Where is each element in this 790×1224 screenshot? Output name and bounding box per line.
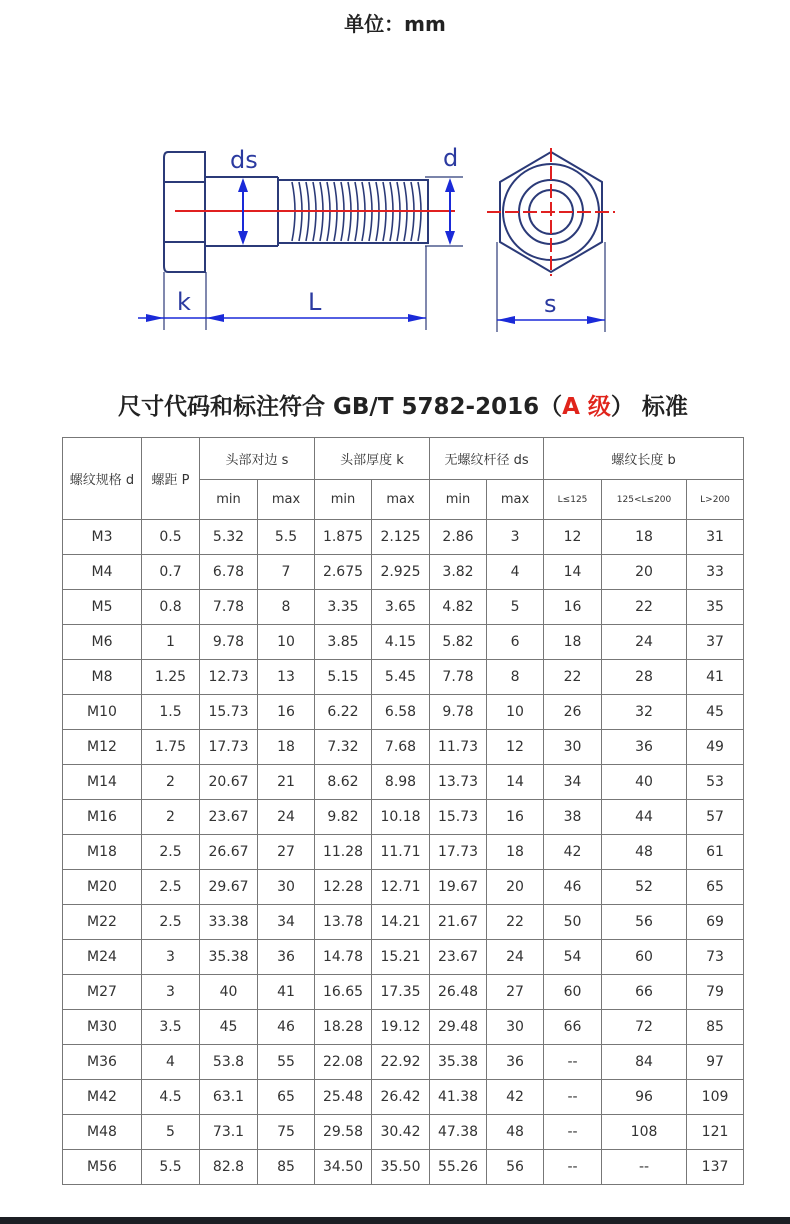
table-cell: 35.38 [430, 1045, 487, 1080]
table-cell: 22 [487, 905, 544, 940]
table-cell: 3.82 [430, 555, 487, 590]
header-shank-diameter: 无螺纹杆径 ds [430, 438, 544, 480]
table-cell: 36 [602, 730, 687, 765]
table-row [63, 870, 744, 905]
table-cell: 2 [142, 765, 200, 800]
table-cell: M8 [63, 660, 142, 695]
table-cell: 7.78 [430, 660, 487, 695]
table-cell: 33 [687, 555, 744, 590]
table-cell: 69 [687, 905, 744, 940]
table-cell: 42 [487, 1080, 544, 1115]
table-cell: 53 [687, 765, 744, 800]
table-cell: M4 [63, 555, 142, 590]
table-cell: 26.42 [372, 1080, 430, 1115]
table-cell: 17.35 [372, 975, 430, 1010]
title-grade: A 级 [562, 394, 611, 420]
table-cell: 61 [687, 835, 744, 870]
table-cell: 23.67 [200, 800, 258, 835]
table-cell: 9.82 [315, 800, 372, 835]
table-row [63, 975, 744, 1010]
header-head-height: 头部厚度 k [315, 438, 430, 480]
table-cell: 24 [258, 800, 315, 835]
table-row [63, 730, 744, 765]
table-cell: M20 [63, 870, 142, 905]
table-cell: 14 [487, 765, 544, 800]
table-cell: 12 [487, 730, 544, 765]
table-cell: M24 [63, 940, 142, 975]
d-label: d [443, 144, 459, 172]
table-cell: M48 [63, 1115, 142, 1150]
table-cell: M3 [63, 520, 142, 555]
dimension-table [62, 437, 744, 1185]
table-cell: M18 [63, 835, 142, 870]
table-cell: 11.28 [315, 835, 372, 870]
table-row [63, 905, 744, 940]
L-label: L [308, 288, 322, 316]
table-cell: 1.875 [315, 520, 372, 555]
table-cell: 20 [602, 555, 687, 590]
table-cell: 9.78 [430, 695, 487, 730]
table-cell: 40 [602, 765, 687, 800]
table-cell: 2.5 [142, 870, 200, 905]
table-cell: 25.48 [315, 1080, 372, 1115]
table-cell: 24 [602, 625, 687, 660]
table-cell: 41.38 [430, 1080, 487, 1115]
table-cell: 60 [602, 940, 687, 975]
table-cell: 30 [258, 870, 315, 905]
table-cell: 46 [258, 1010, 315, 1045]
table-cell: 2 [142, 800, 200, 835]
table-cell: 6 [487, 625, 544, 660]
table-cell: 18 [258, 730, 315, 765]
table-cell: 22 [544, 660, 602, 695]
header-thread-length: 螺纹长度 b [544, 438, 744, 480]
table-cell: 32 [602, 695, 687, 730]
table-cell: 1.75 [142, 730, 200, 765]
table-cell: 5 [142, 1115, 200, 1150]
table-cell: 52 [602, 870, 687, 905]
table-cell: 29.67 [200, 870, 258, 905]
table-cell: 21.67 [430, 905, 487, 940]
table-row [63, 555, 744, 590]
table-cell: 6.78 [200, 555, 258, 590]
table-cell: 13.73 [430, 765, 487, 800]
table-cell: 54 [544, 940, 602, 975]
table-cell: 45 [200, 1010, 258, 1045]
table-cell: 18.28 [315, 1010, 372, 1045]
table-cell: 47.38 [430, 1115, 487, 1150]
table-cell: -- [544, 1115, 602, 1150]
table-cell: 109 [687, 1080, 744, 1115]
table-cell: M14 [63, 765, 142, 800]
table-cell: 18 [487, 835, 544, 870]
table-cell: 3 [142, 940, 200, 975]
table-row [63, 520, 744, 555]
table-cell: 8.98 [372, 765, 430, 800]
table-cell: 15.21 [372, 940, 430, 975]
table-cell: 2.675 [315, 555, 372, 590]
table-cell: 63.1 [200, 1080, 258, 1115]
table-cell: M30 [63, 1010, 142, 1045]
table-cell: 33.38 [200, 905, 258, 940]
table-cell: 38 [544, 800, 602, 835]
table-cell: 48 [602, 835, 687, 870]
table-cell: 42 [544, 835, 602, 870]
table-cell: 0.5 [142, 520, 200, 555]
table-cell: 18 [602, 520, 687, 555]
table-cell: 66 [602, 975, 687, 1010]
table-cell: 26.67 [200, 835, 258, 870]
table-cell: 5.45 [372, 660, 430, 695]
table-cell: M22 [63, 905, 142, 940]
table-cell: M10 [63, 695, 142, 730]
table-cell: 11.73 [430, 730, 487, 765]
table-cell: 0.7 [142, 555, 200, 590]
table-cell: M56 [63, 1150, 142, 1185]
table-cell: 23.67 [430, 940, 487, 975]
table-cell: 13.78 [315, 905, 372, 940]
table-cell: 82.8 [200, 1150, 258, 1185]
table-cell: 41 [258, 975, 315, 1010]
table-cell: 29.48 [430, 1010, 487, 1045]
table-row [63, 940, 744, 975]
table-row [63, 765, 744, 800]
table-cell: 13 [258, 660, 315, 695]
table-cell: 97 [687, 1045, 744, 1080]
table-cell: 35.50 [372, 1150, 430, 1185]
table-cell: 79 [687, 975, 744, 1010]
header-min: min [200, 480, 258, 520]
table-cell: 46 [544, 870, 602, 905]
table-cell: 8 [487, 660, 544, 695]
table-cell: 21 [258, 765, 315, 800]
table-cell: 121 [687, 1115, 744, 1150]
table-row [63, 625, 744, 660]
table-cell: 17.73 [430, 835, 487, 870]
table-cell: 26.48 [430, 975, 487, 1010]
table-cell: 4.82 [430, 590, 487, 625]
table-cell: M36 [63, 1045, 142, 1080]
table-cell: 85 [258, 1150, 315, 1185]
table-cell: 137 [687, 1150, 744, 1185]
bolt-diagram [0, 130, 790, 340]
k-label: k [177, 288, 191, 316]
s-label: s [544, 290, 557, 318]
table-cell: 15.73 [430, 800, 487, 835]
table-cell: -- [544, 1080, 602, 1115]
table-cell: 15.73 [200, 695, 258, 730]
header-b-125-200: 125<L≤200 [602, 480, 687, 520]
table-cell: 44 [602, 800, 687, 835]
table-cell: 65 [687, 870, 744, 905]
table-cell: 27 [258, 835, 315, 870]
table-cell: 36 [258, 940, 315, 975]
table-cell: 30 [487, 1010, 544, 1045]
table-row [63, 1010, 744, 1045]
table-cell: 10 [258, 625, 315, 660]
table-cell: 10.18 [372, 800, 430, 835]
table-cell: 3.65 [372, 590, 430, 625]
dimension-arrows [146, 178, 605, 324]
table-cell: 40 [200, 975, 258, 1010]
table-row [63, 695, 744, 730]
table-cell: 4.5 [142, 1080, 200, 1115]
table-cell: M12 [63, 730, 142, 765]
table-cell: 18 [544, 625, 602, 660]
table-cell: 1.25 [142, 660, 200, 695]
header-pitch: 螺距 P [142, 438, 200, 520]
table-cell: 6.58 [372, 695, 430, 730]
table-row [63, 1080, 744, 1115]
table-cell: M5 [63, 590, 142, 625]
table-cell: 27 [487, 975, 544, 1010]
table-cell: 0.8 [142, 590, 200, 625]
table-cell: 50 [544, 905, 602, 940]
table-row [63, 1150, 744, 1185]
table-cell: 56 [487, 1150, 544, 1185]
table-cell: 4.15 [372, 625, 430, 660]
table-cell: 4 [142, 1045, 200, 1080]
table-cell: 84 [602, 1045, 687, 1080]
table-cell: 37 [687, 625, 744, 660]
table-cell: 12.71 [372, 870, 430, 905]
table-cell: 35.38 [200, 940, 258, 975]
table-cell: 65 [258, 1080, 315, 1115]
table-cell: 14 [544, 555, 602, 590]
table-cell: 7.68 [372, 730, 430, 765]
table-cell: 10 [487, 695, 544, 730]
table-cell: 1.5 [142, 695, 200, 730]
table-cell: 24 [487, 940, 544, 975]
table-cell: 41 [687, 660, 744, 695]
header-min: min [430, 480, 487, 520]
table-cell: 2.5 [142, 835, 200, 870]
table-cell: 20.67 [200, 765, 258, 800]
table-cell: 53.8 [200, 1045, 258, 1080]
table-cell: 22.92 [372, 1045, 430, 1080]
table-cell: 7.32 [315, 730, 372, 765]
table-cell: 22.08 [315, 1045, 372, 1080]
table-cell: 16 [258, 695, 315, 730]
table-cell: 12.28 [315, 870, 372, 905]
table-cell: 34.50 [315, 1150, 372, 1185]
table-cell: 8 [258, 590, 315, 625]
table-cell: 22 [602, 590, 687, 625]
header-b-gt200: L>200 [687, 480, 744, 520]
table-cell: M16 [63, 800, 142, 835]
table-cell: -- [544, 1045, 602, 1080]
table-cell: 72 [602, 1010, 687, 1045]
table-cell: 8.62 [315, 765, 372, 800]
table-cell: 5.82 [430, 625, 487, 660]
table-cell: 17.73 [200, 730, 258, 765]
table-cell: 19.67 [430, 870, 487, 905]
table-cell: 73.1 [200, 1115, 258, 1150]
header-min: min [315, 480, 372, 520]
table-cell: 2.925 [372, 555, 430, 590]
ds-label: ds [230, 146, 258, 174]
table-cell: 73 [687, 940, 744, 975]
table-cell: 7 [258, 555, 315, 590]
table-cell: -- [544, 1150, 602, 1185]
table-cell: 29.58 [315, 1115, 372, 1150]
table-cell: 66 [544, 1010, 602, 1045]
title-prefix: 尺寸代码和标注符合 GB/T 5782-2016（ [118, 394, 563, 420]
table-cell: 19.12 [372, 1010, 430, 1045]
table-cell: 55.26 [430, 1150, 487, 1185]
table-cell: 3.85 [315, 625, 372, 660]
table-cell: M6 [63, 625, 142, 660]
table-cell: 5.5 [142, 1150, 200, 1185]
table-cell: 45 [687, 695, 744, 730]
table-cell: 2.125 [372, 520, 430, 555]
table-cell: 75 [258, 1115, 315, 1150]
header-max: max [258, 480, 315, 520]
table-cell: 5.32 [200, 520, 258, 555]
table-row [63, 1045, 744, 1080]
table-cell: 55 [258, 1045, 315, 1080]
table-cell: -- [602, 1150, 687, 1185]
table-cell: 108 [602, 1115, 687, 1150]
table-cell: 30 [544, 730, 602, 765]
table-cell: 28 [602, 660, 687, 695]
table-row [63, 590, 744, 625]
table-row [63, 660, 744, 695]
table-row [63, 1115, 744, 1150]
table-cell: 14.78 [315, 940, 372, 975]
table-cell: 36 [487, 1045, 544, 1080]
table-cell: 16 [544, 590, 602, 625]
table-row [63, 800, 744, 835]
table-cell: 49 [687, 730, 744, 765]
standard-title [118, 388, 688, 421]
table-cell: M27 [63, 975, 142, 1010]
table-cell: 26 [544, 695, 602, 730]
unit-label: 单位：mm [344, 12, 446, 36]
header-max: max [372, 480, 430, 520]
table-cell: 14.21 [372, 905, 430, 940]
table-cell: 60 [544, 975, 602, 1010]
table-cell: M42 [63, 1080, 142, 1115]
header-head-width: 头部对边 s [200, 438, 315, 480]
bottom-bar [0, 1217, 790, 1224]
table-cell: 5.5 [258, 520, 315, 555]
table-cell: 5 [487, 590, 544, 625]
table-cell: 56 [602, 905, 687, 940]
table-cell: 3 [487, 520, 544, 555]
table-cell: 2.5 [142, 905, 200, 940]
table-cell: 16.65 [315, 975, 372, 1010]
table-cell: 3 [142, 975, 200, 1010]
table-cell: 31 [687, 520, 744, 555]
table-cell: 12 [544, 520, 602, 555]
table-cell: 34 [544, 765, 602, 800]
table-cell: 20 [487, 870, 544, 905]
header-b-le125: L≤125 [544, 480, 602, 520]
end-center-lines [487, 148, 615, 276]
table-cell: 48 [487, 1115, 544, 1150]
table-cell: 3.5 [142, 1010, 200, 1045]
header-thread-spec: 螺纹规格 d [63, 438, 142, 520]
table-cell: 35 [687, 590, 744, 625]
table-cell: 3.35 [315, 590, 372, 625]
table-cell: 6.22 [315, 695, 372, 730]
table-cell: 16 [487, 800, 544, 835]
table-cell: 1 [142, 625, 200, 660]
table-cell: 30.42 [372, 1115, 430, 1150]
table-cell: 34 [258, 905, 315, 940]
table-cell: 5.15 [315, 660, 372, 695]
table-cell: 85 [687, 1010, 744, 1045]
table-cell: 4 [487, 555, 544, 590]
table-cell: 11.71 [372, 835, 430, 870]
table-cell: 96 [602, 1080, 687, 1115]
table-cell: 2.86 [430, 520, 487, 555]
table-cell: 7.78 [200, 590, 258, 625]
table-cell: 9.78 [200, 625, 258, 660]
table-cell: 12.73 [200, 660, 258, 695]
header-max: max [487, 480, 544, 520]
title-suffix: ） 标准 [610, 394, 688, 420]
table-cell: 57 [687, 800, 744, 835]
table-row [63, 835, 744, 870]
